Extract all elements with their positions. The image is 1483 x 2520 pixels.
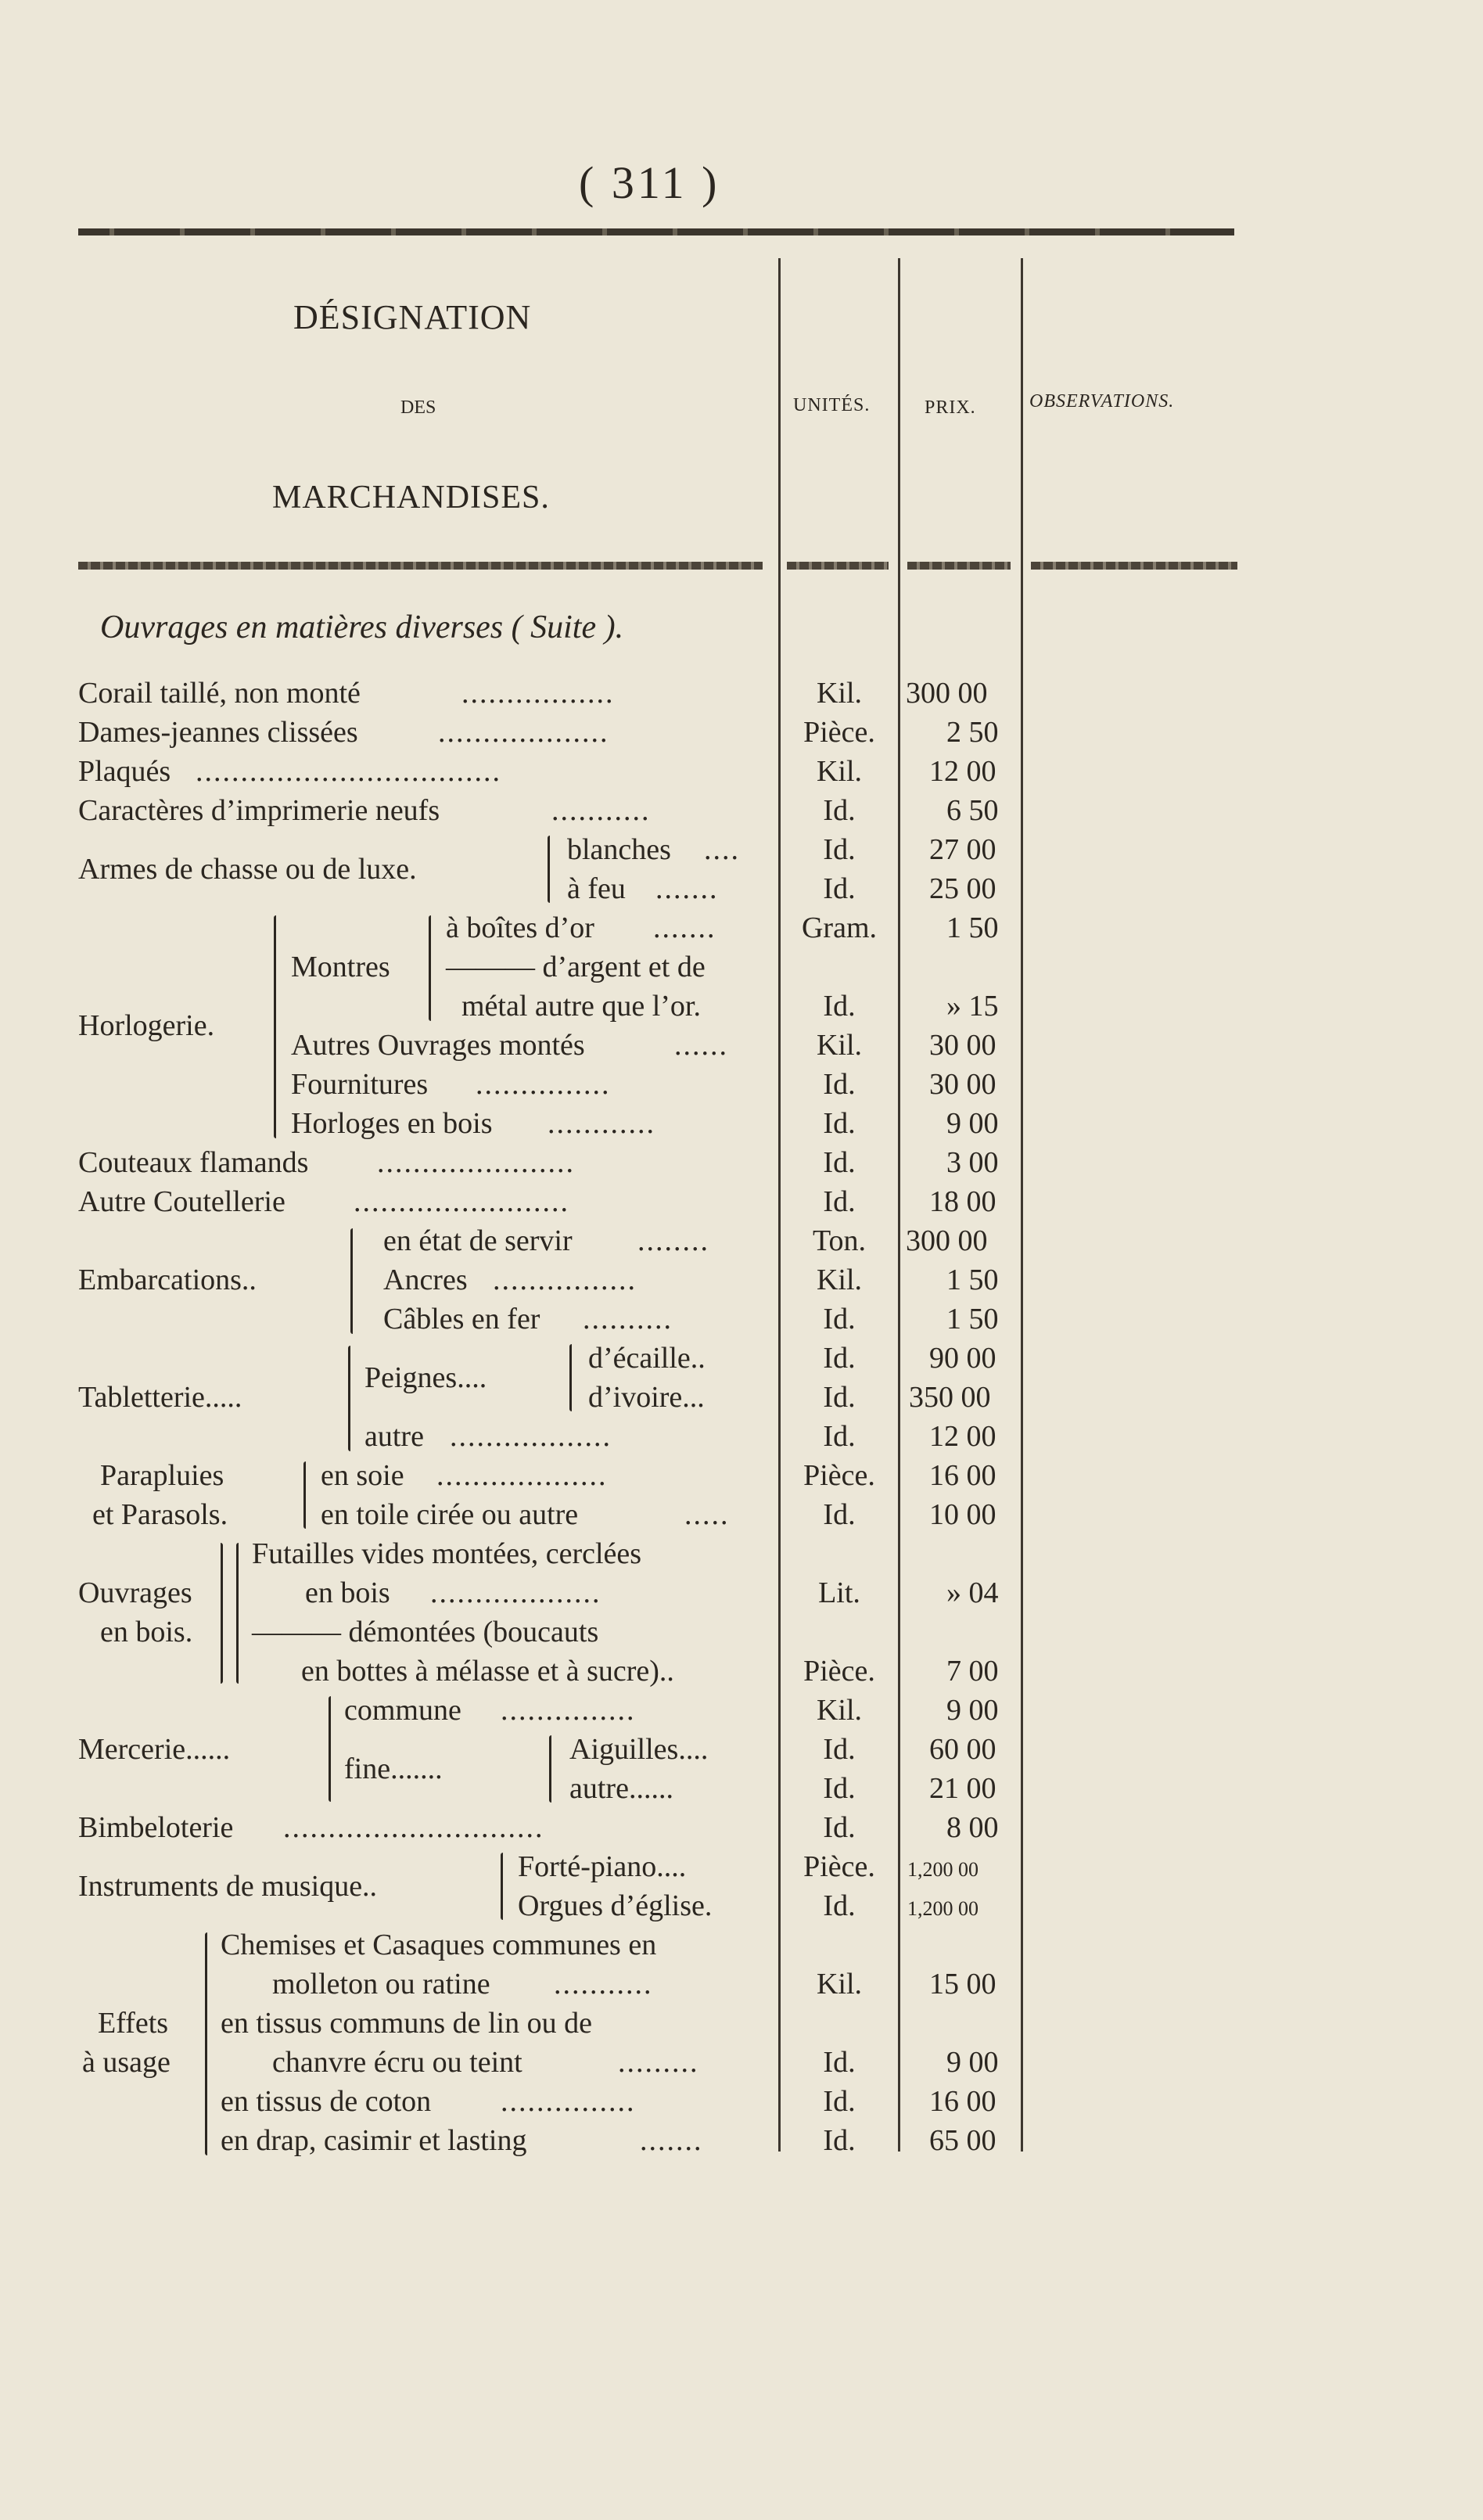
row-label: à feu <box>567 872 626 905</box>
group-label: Armes de chasse ou de luxe. <box>78 853 417 886</box>
row-unit: Id. <box>823 1107 856 1140</box>
group-label: en bois. <box>100 1616 193 1648</box>
row-unit: Lit. <box>818 1576 860 1609</box>
row-label: Fournitures <box>291 1068 429 1101</box>
subgroup-label: Peignes.... <box>364 1361 487 1394</box>
row-price: 9 00 <box>946 1107 999 1140</box>
leader-dots: ................ <box>493 1264 637 1296</box>
leader-dots: ................... <box>438 716 609 749</box>
column-rule-observations <box>1021 258 1023 2152</box>
group-brace <box>329 1696 331 1802</box>
row-price: 9 00 <box>946 1694 999 1727</box>
row-price: 1,200 00 <box>907 1858 978 1881</box>
row-label: en état de servir <box>383 1224 573 1257</box>
row-price: 8 00 <box>946 1811 999 1844</box>
row-label: commune <box>344 1694 461 1727</box>
leader-dots: ....... <box>655 872 719 905</box>
column-rule-price <box>898 258 900 2152</box>
leader-dots: ........... <box>554 1968 653 2001</box>
row-label: Ancres <box>383 1264 468 1296</box>
header-units: UNITÉS. <box>793 395 871 415</box>
row-unit: Kil. <box>816 1694 863 1727</box>
group-label: Horlogerie. <box>78 1009 215 1042</box>
row-label: Bimbeloterie <box>78 1811 234 1844</box>
row-unit: Ton. <box>812 1224 867 1257</box>
row-unit: Id. <box>823 1146 856 1179</box>
row-price: 1 50 <box>946 911 999 944</box>
header-rule-observations <box>1031 562 1237 570</box>
row-unit: Id. <box>823 1420 856 1453</box>
row-unit: Kil. <box>816 1264 863 1296</box>
row-unit: Id. <box>823 1889 856 1922</box>
row-label: en soie <box>321 1459 404 1492</box>
row-price: 350 00 <box>909 1381 991 1414</box>
group-brace <box>548 836 550 903</box>
row-unit: Id. <box>823 1068 856 1101</box>
row-unit: Id. <box>823 1498 856 1531</box>
row-label: Câbles en fer <box>383 1303 540 1335</box>
leader-dots: ....... <box>640 2124 703 2157</box>
row-unit: Kil. <box>816 677 863 710</box>
row-price: 30 00 <box>929 1029 996 1062</box>
leader-dots: ..... <box>684 1498 730 1531</box>
row-label: en drap, casimir et lasting <box>221 2124 527 2157</box>
row-label: en tissus de coton <box>221 2085 432 2118</box>
row-price: 12 00 <box>929 1420 996 1453</box>
row-label: métal autre que l’or. <box>461 990 701 1023</box>
leader-dots: ........................ <box>354 1185 569 1218</box>
row-price: » 15 <box>946 990 999 1023</box>
subgroup-brace <box>549 1735 551 1803</box>
row-label: Aiguilles.... <box>569 1733 709 1766</box>
leader-dots: ............... <box>501 2085 636 2118</box>
row-label: Chemises et Casaques communes en <box>221 1929 657 1961</box>
group-label: Ouvrages <box>78 1576 192 1609</box>
leader-dots: .......... <box>583 1303 673 1335</box>
header-rule-designation <box>78 562 763 570</box>
subgroup-brace <box>429 915 431 1021</box>
row-price: 16 00 <box>929 1459 996 1492</box>
row-label: Autre Coutellerie <box>78 1185 285 1218</box>
leader-dots: ............... <box>476 1068 611 1101</box>
row-label: Caractères d’imprimerie neufs <box>78 794 440 827</box>
row-unit: Id. <box>823 1733 856 1766</box>
row-label: Dames-jeannes clissées <box>78 716 358 749</box>
row-price: 60 00 <box>929 1733 996 1766</box>
group-label: Instruments de musique.. <box>78 1870 378 1903</box>
row-unit: Id. <box>823 1185 856 1218</box>
row-unit: Pièce. <box>803 1655 875 1688</box>
row-label: autre <box>364 1420 424 1453</box>
header-des: DES <box>400 397 436 418</box>
row-label: Plaqués <box>78 755 171 788</box>
row-price: 9 00 <box>946 2046 999 2079</box>
row-label: blanches <box>567 833 671 866</box>
row-label: autre...... <box>569 1772 673 1805</box>
row-label: Corail taillé, non monté <box>78 677 361 710</box>
row-label: d’ivoire... <box>588 1381 705 1414</box>
row-unit: Id. <box>823 990 856 1023</box>
row-price: 15 00 <box>929 1968 996 2001</box>
leader-dots: .................................. <box>196 755 501 788</box>
subgroup-label: fine....... <box>344 1752 443 1785</box>
row-unit: Id. <box>823 2085 856 2118</box>
row-unit: Kil. <box>816 755 863 788</box>
row-unit: Id. <box>823 2124 856 2157</box>
row-unit: Id. <box>823 872 856 905</box>
row-price: 1 50 <box>946 1303 999 1335</box>
group-label: et Parasols. <box>92 1498 228 1531</box>
row-unit: Pièce. <box>803 1850 875 1883</box>
leader-dots: ...... <box>674 1029 728 1062</box>
row-price: 12 00 <box>929 755 996 788</box>
leader-dots: ...................... <box>377 1146 575 1179</box>
group-label: Effets <box>98 2007 169 2040</box>
row-price: 25 00 <box>929 872 996 905</box>
row-price: 2 50 <box>946 716 999 749</box>
row-label: en bottes à mélasse et à sucre).. <box>301 1655 674 1688</box>
leader-dots: .... <box>704 833 740 866</box>
leader-dots: ................... <box>436 1459 608 1492</box>
row-price: 7 00 <box>946 1655 999 1688</box>
row-price: 90 00 <box>929 1342 996 1375</box>
header-observations: OBSERVATIONS. <box>1029 391 1175 412</box>
row-price: 16 00 <box>929 2085 996 2118</box>
row-label: ——— démontées (boucauts <box>252 1616 599 1648</box>
row-label: Orgues d’église. <box>518 1889 713 1922</box>
row-price: 18 00 <box>929 1185 996 1218</box>
group-label: Tabletterie..... <box>78 1381 242 1414</box>
row-unit: Kil. <box>816 1029 863 1062</box>
row-unit: Pièce. <box>803 716 875 749</box>
header-designation: DÉSIGNATION <box>293 298 532 336</box>
group-brace <box>303 1461 306 1529</box>
row-price: » 04 <box>946 1576 999 1609</box>
leader-dots: ......... <box>618 2046 699 2079</box>
row-unit: Id. <box>823 1772 856 1805</box>
row-price: 300 00 <box>906 677 988 710</box>
leader-dots: ............................. <box>283 1811 544 1844</box>
row-price: 1 50 <box>946 1264 999 1296</box>
group-brace <box>274 915 276 1138</box>
row-label: Couteaux flamands <box>78 1146 309 1179</box>
row-price: 21 00 <box>929 1772 996 1805</box>
row-label: en bois <box>305 1576 390 1609</box>
leader-dots: .................. <box>450 1420 612 1453</box>
section-title: Ouvrages en matières diverses ( Suite ). <box>100 609 624 645</box>
leader-dots: ............ <box>548 1107 655 1140</box>
row-label: ——— d’argent et de <box>446 951 706 983</box>
leader-dots: ................. <box>461 677 615 710</box>
leader-dots: ................... <box>430 1576 601 1609</box>
page-number: ( 311 ) <box>579 157 720 208</box>
row-unit: Id. <box>823 1381 856 1414</box>
row-unit: Id. <box>823 1342 856 1375</box>
row-price: 1,200 00 <box>907 1897 978 1920</box>
header-rule-price <box>907 562 1011 570</box>
row-unit: Pièce. <box>803 1459 875 1492</box>
row-price: 10 00 <box>929 1498 996 1531</box>
group-brace <box>350 1228 353 1334</box>
header-marchandises: MARCHANDISES. <box>272 480 550 516</box>
subgroup-label: Montres <box>291 951 390 983</box>
row-unit: Kil. <box>816 1968 863 2001</box>
row-label: à boîtes d’or <box>446 911 594 944</box>
row-price: 6 50 <box>946 794 999 827</box>
leader-dots: ........ <box>637 1224 709 1257</box>
row-label: Futailles vides montées, cerclées <box>252 1537 642 1570</box>
subgroup-brace <box>569 1344 572 1411</box>
row-price: 27 00 <box>929 833 996 866</box>
leader-dots: ........... <box>551 794 651 827</box>
row-label: en toile cirée ou autre <box>321 1498 579 1531</box>
row-price: 65 00 <box>929 2124 996 2157</box>
group-brace <box>348 1346 350 1451</box>
row-label: Forté-piano.... <box>518 1850 687 1883</box>
row-label: chanvre écru ou teint <box>272 2046 522 2079</box>
row-price: 30 00 <box>929 1068 996 1101</box>
row-label: Autres Ouvrages montés <box>291 1029 585 1062</box>
row-unit: Id. <box>823 1303 856 1335</box>
group-label: Parapluies <box>100 1459 224 1492</box>
row-price: 3 00 <box>946 1146 999 1179</box>
row-unit: Id. <box>823 2046 856 2079</box>
row-unit: Id. <box>823 794 856 827</box>
group-label: Mercerie...... <box>78 1733 231 1766</box>
leader-dots: ............... <box>501 1694 636 1727</box>
group-brace-left <box>221 1543 223 1684</box>
row-label: Horloges en bois <box>291 1107 493 1140</box>
row-label: d’écaille.. <box>588 1342 706 1375</box>
group-brace <box>205 1932 207 2155</box>
row-unit: Id. <box>823 1811 856 1844</box>
header-price: PRIX. <box>925 397 976 418</box>
row-price: 300 00 <box>906 1224 988 1257</box>
header-rule-units <box>787 562 889 570</box>
top-rule <box>78 228 1234 235</box>
row-label: molleton ou ratine <box>272 1968 490 2001</box>
group-label: Embarcations.. <box>78 1264 257 1296</box>
group-label: à usage <box>82 2046 171 2079</box>
row-unit: Gram. <box>801 911 878 944</box>
row-label: en tissus communs de lin ou de <box>221 2007 592 2040</box>
group-brace <box>236 1543 239 1684</box>
group-brace <box>501 1853 503 1920</box>
leader-dots: ....... <box>653 911 716 944</box>
row-unit: Id. <box>823 833 856 866</box>
